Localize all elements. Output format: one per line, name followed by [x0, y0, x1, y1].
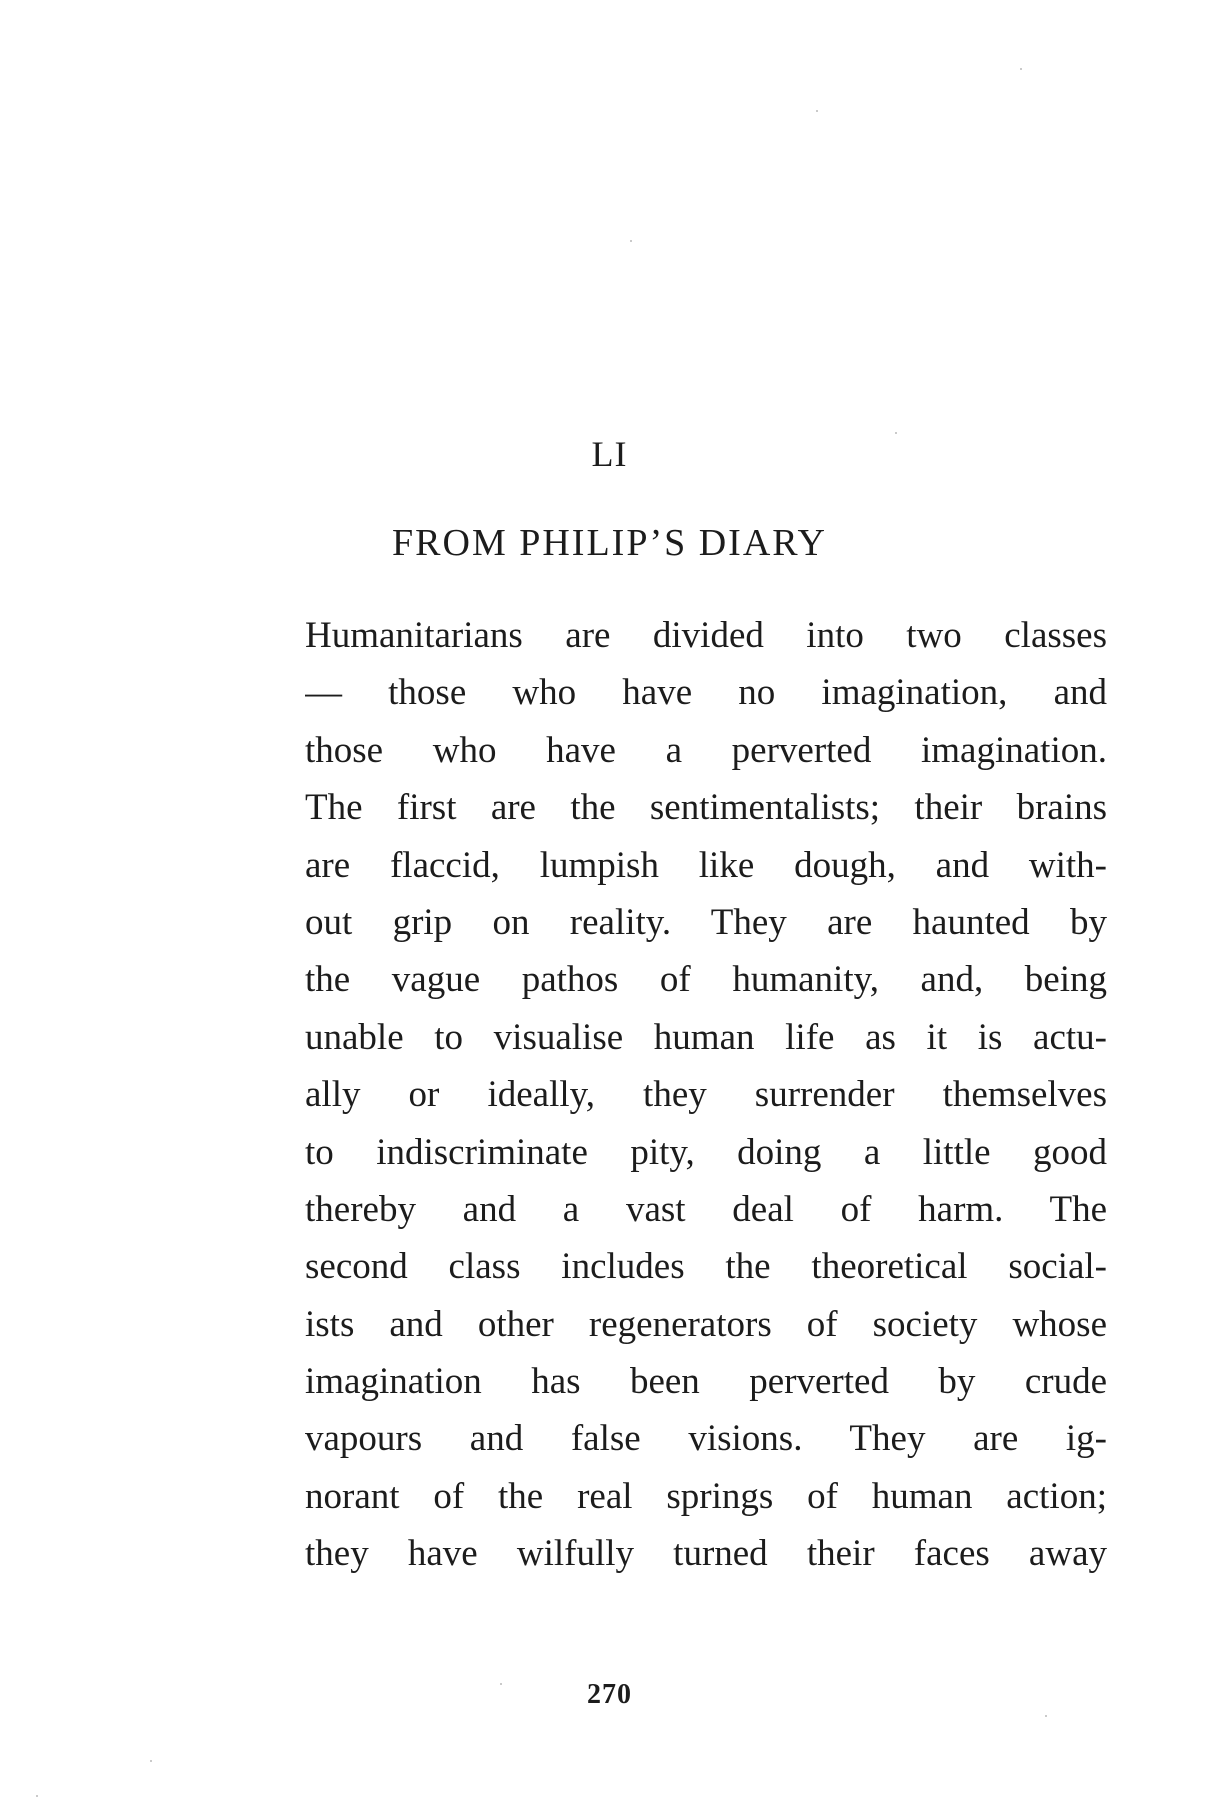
scan-speck	[816, 110, 818, 112]
scan-speck	[895, 432, 897, 434]
page-number: 270	[587, 1679, 632, 1710]
text-line: norant of the real springs of human action;	[305, 1475, 1107, 1517]
body-text	[305, 607, 1107, 1583]
scan-speck	[500, 1683, 502, 1685]
text-line: unable to visualise human life as it is actu-	[305, 1016, 1107, 1058]
text-line: to indiscriminate pity, doing a little good	[305, 1131, 1107, 1173]
scan-speck	[1045, 1715, 1047, 1717]
text-line: second class includes the theoretical social-	[305, 1246, 1107, 1288]
text-line: the vague pathos of humanity, and, being	[305, 959, 1107, 1001]
text-line: — those who have no imagination, and	[305, 672, 1107, 714]
text-line: The first are the sentimentalists; their brains	[305, 787, 1107, 829]
text-line: thereby and a vast deal of harm. The	[305, 1188, 1107, 1230]
text-line: they have wilfully turned their faces away	[305, 1533, 1107, 1575]
scan-speck	[36, 1795, 38, 1797]
scan-speck	[630, 240, 632, 242]
text-line: imagination has been perverted by crude	[305, 1361, 1107, 1403]
text-line: ists and other regenerators of society whose	[305, 1303, 1107, 1345]
text-line: out grip on reality. They are haunted by	[305, 901, 1107, 943]
text-line: those who have a perverted imagination.	[305, 729, 1107, 771]
scan-speck	[150, 1760, 152, 1762]
text-line: ally or ideally, they surrender themselves	[305, 1074, 1107, 1116]
chapter-number: LI	[591, 434, 628, 474]
text-line: Humanitarians are divided into two classes	[305, 615, 1107, 656]
chapter-title: FROM PHILIP’S DIARY	[392, 522, 827, 564]
text-line: are flaccid, lumpish like dough, and with-	[305, 844, 1107, 886]
text-line: vapours and false visions. They are ig-	[305, 1418, 1107, 1460]
scan-speck	[1020, 68, 1022, 70]
